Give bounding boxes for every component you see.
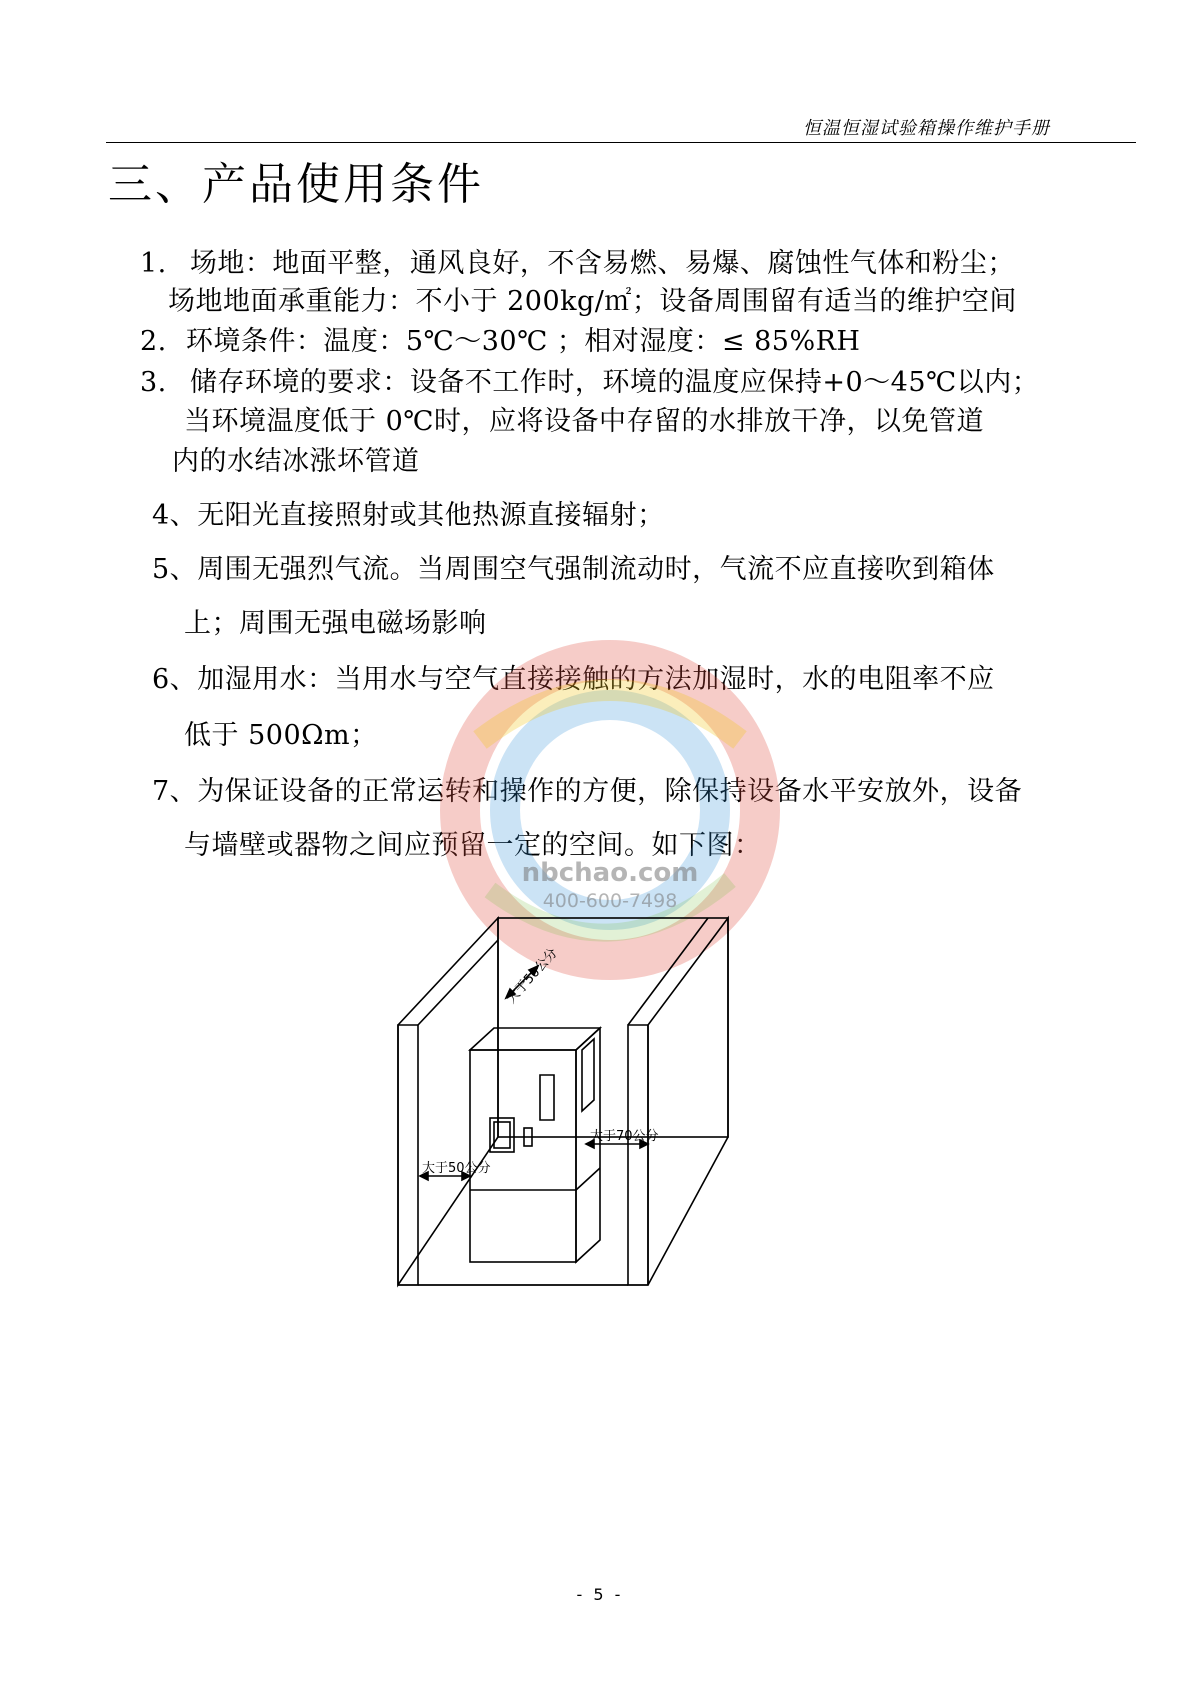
item-number: 6、	[152, 664, 198, 695]
right-wall	[648, 918, 728, 1285]
item-text: 周围无强烈气流。当周围空气强制流动时，气流不应直接吹到箱体	[197, 554, 995, 585]
list-item	[140, 244, 1015, 284]
list-item-continuation: 场地地面承重能力：不小于 200kg/㎡；设备周围留有适当的维护空间	[168, 286, 1017, 317]
list-item-continuation: 当环境温度低于 0℃时，应将设备中存留的水排放干净，以免管道	[184, 406, 984, 437]
item-text: 场地：地面平整，通风良好，不含易燃、易爆、腐蚀性气体和粉尘；	[189, 248, 1015, 279]
page-number: - 5 -	[576, 1585, 624, 1604]
label-back-clearance: 大于50公分	[503, 945, 561, 1007]
list-item-continuation: 内的水结冰涨坏管道	[172, 446, 420, 477]
item-text: 加湿用水：当用水与空气直接接触的方法加湿时，水的电阻率不应	[197, 664, 995, 695]
item-number: 7、	[152, 776, 198, 807]
list-item	[152, 550, 995, 590]
item-number: 1.	[140, 248, 167, 279]
item-number: 5、	[152, 554, 198, 585]
list-item	[152, 660, 995, 700]
label-right-clearance: 大于70公分	[590, 1129, 659, 1144]
list-item	[140, 363, 1039, 403]
list-item-continuation: 低于 500Ωm；	[184, 720, 378, 751]
section-heading: 三、产品使用条件	[108, 159, 484, 210]
item-text: 为保证设备的正常运转和操作的方便，除保持设备水平安放外，设备	[197, 776, 1023, 807]
item-text: 无阳光直接照射或其他热源直接辐射；	[197, 500, 665, 531]
left-wall	[398, 918, 498, 1285]
list-item-continuation: 与墙壁或器物之间应预留一定的空间。如下图：	[184, 830, 762, 861]
item-text: 环境条件：温度：5℃～30℃ ；相对湿度：≤ 85%RH	[185, 326, 861, 357]
list-item	[140, 322, 860, 362]
item-text: 储存环境的要求：设备不工作时，环境的温度应保持+0～45℃以内；	[189, 367, 1040, 398]
item-number: 4、	[152, 500, 198, 531]
list-item	[152, 772, 1022, 812]
test-chamber	[470, 1028, 600, 1262]
installation-clearance-diagram	[390, 900, 800, 1290]
header-rule	[106, 142, 1136, 143]
list-item-continuation: 上；周围无强电磁场影响	[184, 608, 487, 639]
watermark-site: nbchao.com	[521, 858, 699, 888]
list-item	[152, 496, 665, 536]
item-number: 3.	[140, 367, 167, 398]
item-number: 2.	[140, 326, 167, 357]
label-left-clearance: 大于50公分	[422, 1161, 491, 1176]
header-title: 恒温恒湿试验箱操作维护手册	[803, 118, 1050, 139]
watermark-phone: 400-600-7498	[542, 890, 678, 912]
